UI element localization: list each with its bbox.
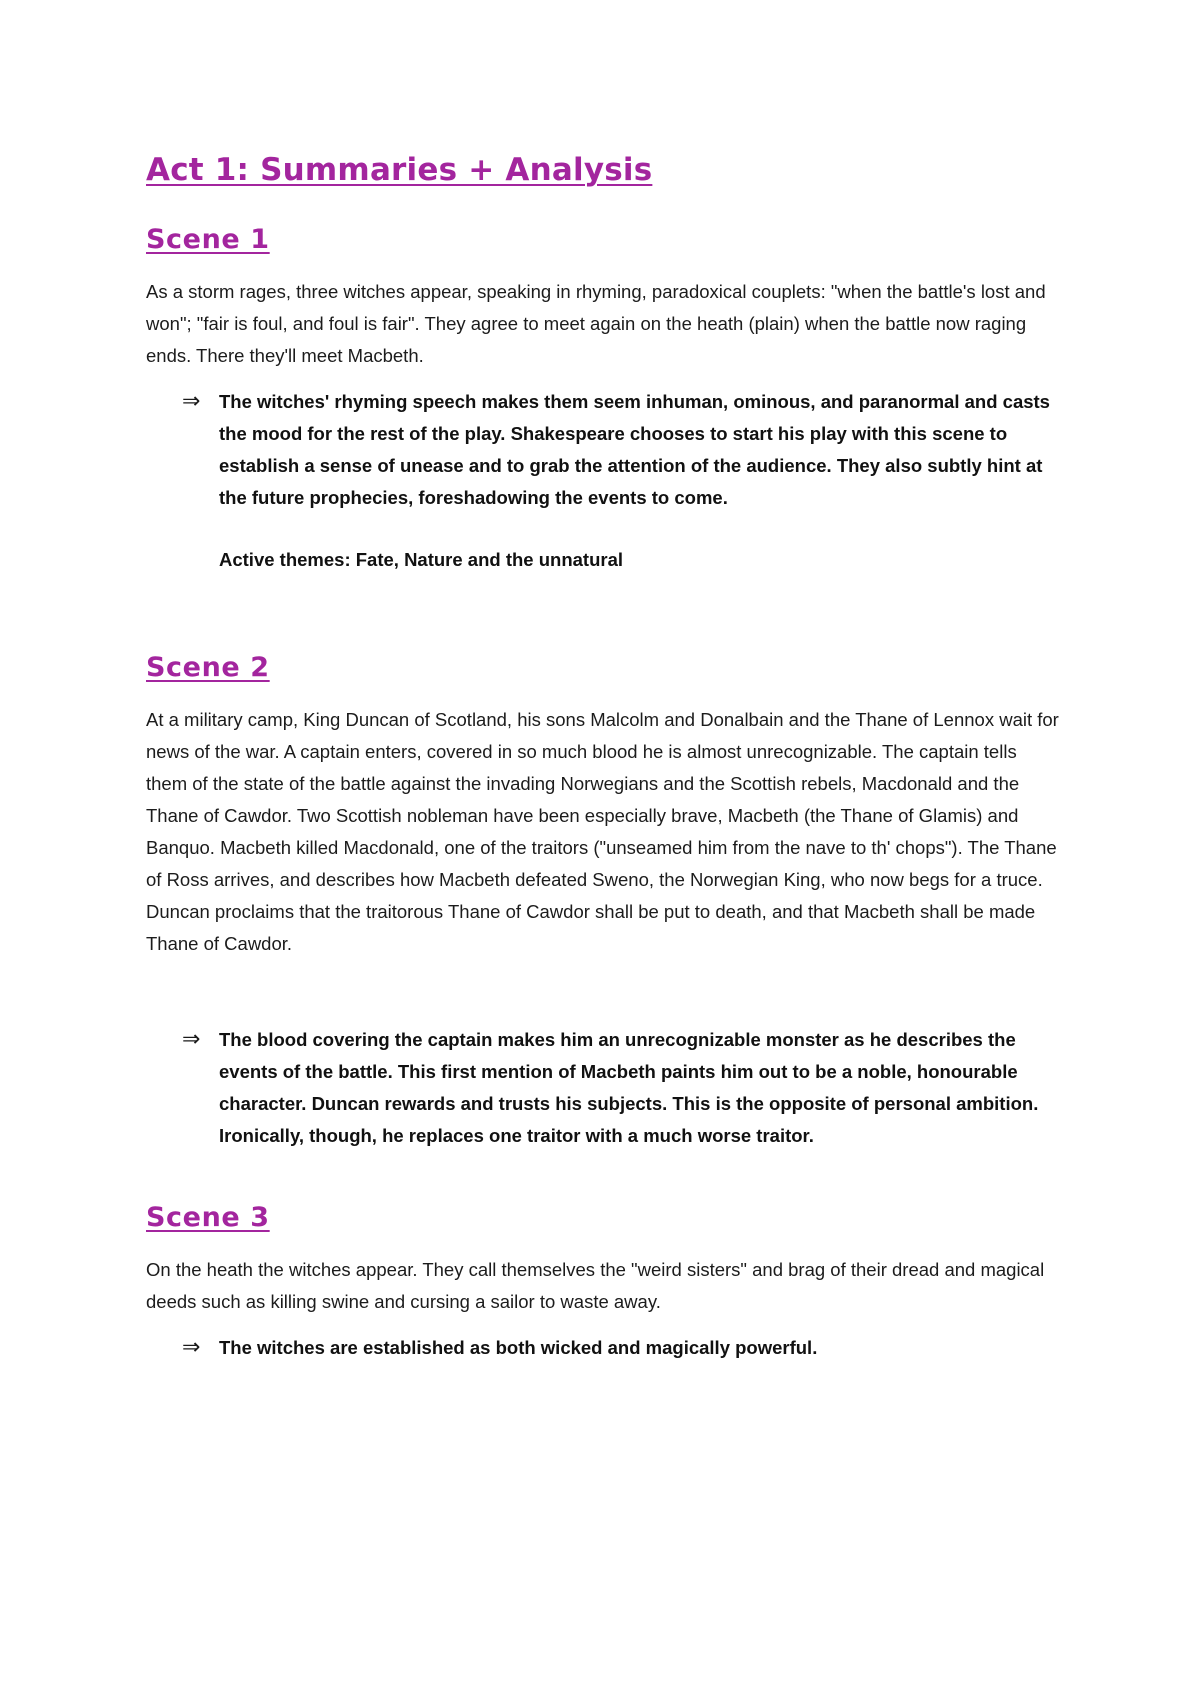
scene-1-section: [146, 220, 1061, 576]
scene-2-analysis: [146, 1024, 1061, 1152]
scene-3-analysis-text: The witches are established as both wicked and magically powerful.: [219, 1337, 818, 1358]
scene-1-summary: As a storm rages, three witches appear, speaking in rhyming, paradoxical couplets: "when the battle's lost and won"; "fair is foul, and foul is fair". They agree to meet again on the heath (plain) when the battle now raging ends. There they'll meet Macbeth.: [146, 281, 1046, 366]
scene-2-heading: Scene 2: [146, 652, 270, 683]
scene-2-analysis-text: The blood covering the captain makes him an unrecognizable monster as he describes the events of the battle. This first mention of Macbeth paints him out to be a noble, honourable character. Duncan rewards and trusts his subjects. This is the opposite of personal ambition. Ironically, though, he replaces one traitor with a much worse traitor.: [219, 1029, 1039, 1146]
document-page: [146, 146, 1061, 1364]
scene-2-section: [146, 648, 1061, 1152]
scene-3-summary: On the heath the witches appear. They call themselves the "weird sisters" and brag of their dread and magical deeds such as killing swine and cursing a sailor to waste away.: [146, 1259, 1045, 1312]
scene-2-summary: At a military camp, King Duncan of Scotland, his sons Malcolm and Donalbain and the Thane of Lennox wait for news of the war. A captain enters, covered in so much blood he is almost unrecognizable. The captain tells them of the state of the battle against the invading Norwegians and the Scottish rebels, Macdonald and the Thane of Cawdor. Two Scottish nobleman have been especially brave, Macbeth (the Thane of Glamis) and Banquo. Macbeth killed Macdonald, one of the traitors ("unseamed him from the nave to th' chops"). The Thane of Ross arrives, and describes how Macbeth defeated Sweno, the Norwegian King, who now begs for a truce. Duncan proclaims that the traitorous Thane of Cawdor shall be put to death, and that Macbeth shall be made Thane of Cawdor.: [146, 709, 1059, 954]
document-title: Act 1: Summaries + Analysis: [146, 152, 653, 188]
scene-1-analysis-text: The witches' rhyming speech makes them seem inhuman, ominous, and paranormal and casts the mood for the rest of the play. Shakespeare chooses to start his play with this scene to establish a sense of unease and to grab the attention of the audience. They also subtly hint at the future prophecies, foreshadowing the events to come.: [219, 391, 1050, 508]
double-arrow-icon: ⇒: [182, 389, 201, 414]
double-arrow-icon: ⇒: [182, 1027, 201, 1052]
scene-1-heading: Scene 1: [146, 224, 270, 255]
scene-3-analysis: [146, 1332, 1061, 1364]
scene-3-section: [146, 1198, 1061, 1364]
scene-1-active-themes: Active themes: Fate, Nature and the unnatural: [219, 549, 624, 570]
scene-3-heading: Scene 3: [146, 1202, 270, 1233]
double-arrow-icon: ⇒: [182, 1335, 201, 1360]
scene-1-analysis: [146, 386, 1061, 514]
